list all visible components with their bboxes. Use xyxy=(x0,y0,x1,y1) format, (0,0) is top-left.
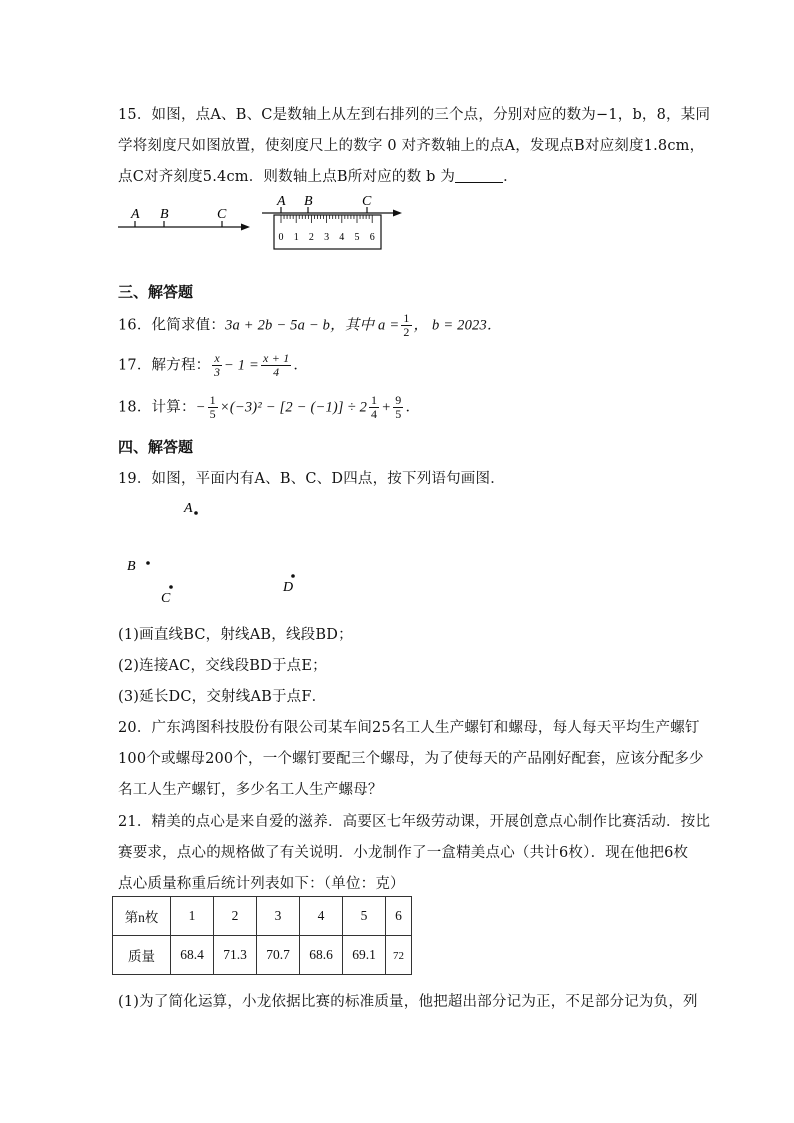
points-figure xyxy=(118,490,318,610)
q17-f2-num: x + 1 xyxy=(262,351,290,365)
row-label-cell: 质量 xyxy=(113,936,171,975)
q16-mid: ，其中 a = xyxy=(330,317,400,334)
q21-line1: 21．精美的点心是来自爱的滋养．高要区七年级劳动课，开展创意点心制作比赛活动．按比 xyxy=(118,814,711,830)
q19-sub2: (2)连接AC，交线段BD于点E； xyxy=(118,658,327,674)
mass-cell: 68.4 xyxy=(171,936,214,975)
q18-p1: − xyxy=(195,399,206,416)
mass-cell: 72 xyxy=(386,936,412,975)
ruler-tick-5: 5 xyxy=(354,232,360,243)
point-d xyxy=(291,574,295,578)
index-cell: 6 xyxy=(386,897,412,936)
q17-fraction-2 xyxy=(261,352,291,379)
q17-mid: − 1 = xyxy=(223,357,259,374)
q16-frac-num: 1 xyxy=(403,311,410,325)
q20-line2: 100个或螺母200个，一个螺钉要配三个螺母，为了使每天的产品刚好配套，应该分配多少 xyxy=(118,751,704,767)
q15-line3 xyxy=(118,165,518,186)
q19-sub1: (1)画直线BC，射线AB，线段BD； xyxy=(118,627,353,643)
left-label-a: A xyxy=(131,207,140,222)
q17-f1-den: 3 xyxy=(214,365,221,379)
q20-line3: 名工人生产螺钉，多少名工人生产螺母？ xyxy=(118,782,383,798)
mass-cell: 69.1 xyxy=(343,936,386,975)
mass-table xyxy=(112,896,412,975)
point-c xyxy=(169,585,173,589)
point-b xyxy=(146,561,150,565)
ruler-tick-1: 1 xyxy=(293,232,299,243)
q15-line1: 15．如图，点A、B、C是数轴上从左到右排列的三个点，分别对应的数为−1，b，8，某同 xyxy=(118,107,711,123)
mass-cell: 71.3 xyxy=(214,936,257,975)
q18-f1-num: 1 xyxy=(209,393,216,407)
q17-prefix: 17．解方程： xyxy=(118,357,211,374)
q18-fraction-1 xyxy=(208,394,218,421)
q21-sub1: (1)为了简化运算，小龙依据比赛的标准质量，他把超出部分记为正，不足部分记为负，列 xyxy=(118,994,698,1010)
q21-line2: 赛要求，点心的规格做了有关说明．小龙制作了一盒精美点心（共计6枚）．现在他把6枚 xyxy=(118,845,689,861)
left-label-c: C xyxy=(217,207,227,222)
q18-f3-num: 9 xyxy=(395,393,402,407)
table-row xyxy=(113,936,412,975)
index-cell: 2 xyxy=(214,897,257,936)
q21-line3: 点心质量称重后统计列表如下：（单位：克） xyxy=(118,876,405,892)
ruler-tick-2: 2 xyxy=(308,232,314,243)
point-label-b: B xyxy=(127,559,136,574)
q16-fraction xyxy=(401,312,411,339)
q16 xyxy=(118,312,502,339)
q16-frac-den: 2 xyxy=(403,325,410,339)
header-label-cell: 第n枚 xyxy=(113,897,171,936)
ruler-tick-6: 6 xyxy=(369,232,375,243)
q19-sub3: (3)延长DC，交射线AB于点F． xyxy=(118,689,327,705)
right-label-a: A xyxy=(277,194,286,209)
index-cell: 1 xyxy=(171,897,214,936)
q18-prefix: 18．计算： xyxy=(118,399,196,416)
q15-line2: 学将刻度尺如图放置，使刻度尺上的数字 0 对齐数轴上的点A，发现点B对应刻度1.8cm， xyxy=(118,138,705,154)
q18-p3: + xyxy=(381,399,392,416)
q17 xyxy=(118,352,308,379)
q16-prefix: 16．化简求值： xyxy=(118,317,226,334)
answer-blank[interactable] xyxy=(455,168,503,183)
index-cell: 4 xyxy=(300,897,343,936)
right-label-c: C xyxy=(362,194,372,209)
ruler-ticks xyxy=(281,215,372,223)
q18 xyxy=(118,394,420,421)
section-4-title: 四、解答题 xyxy=(118,438,194,456)
ruler-tick-4: 4 xyxy=(339,232,345,243)
q18-p2: ×(−3)² − [2 − (−1)] ÷ 2 xyxy=(219,399,368,416)
mass-cell: 68.6 xyxy=(300,936,343,975)
q18-f2-den: 4 xyxy=(371,407,378,421)
index-cell: 3 xyxy=(257,897,300,936)
left-label-b: B xyxy=(160,207,169,222)
q15-line3-end: ． xyxy=(503,169,518,185)
ruler-tick-3: 3 xyxy=(324,232,330,243)
q16-expr: 3a + 2b − 5a − b xyxy=(225,317,331,334)
number-line-figure xyxy=(110,190,410,252)
q17-f2-den: 4 xyxy=(273,365,280,379)
point-label-c: C xyxy=(161,591,171,606)
q17-f1-num: x xyxy=(214,351,220,365)
index-cell: 5 xyxy=(343,897,386,936)
mass-cell: 70.7 xyxy=(257,936,300,975)
q19-text: 19．如图，平面内有A、B、C、D四点，按下列语句画图． xyxy=(118,471,505,487)
q20-line1: 20．广东鸿图科技股份有限公司某车间25名工人生产螺钉和螺母，每人每天平均生产螺钉 xyxy=(118,720,700,736)
table-row xyxy=(113,897,412,936)
q18-fraction-3 xyxy=(393,394,403,421)
q18-f3-den: 5 xyxy=(395,407,402,421)
q18-f2-num: 1 xyxy=(371,393,378,407)
q18-fraction-2 xyxy=(369,394,379,421)
right-label-b: B xyxy=(304,194,313,209)
q17-fraction-1 xyxy=(212,352,222,379)
point-a xyxy=(194,511,198,515)
point-label-a: A xyxy=(184,501,193,516)
section-3-title: 三、解答题 xyxy=(118,283,194,301)
point-label-d: D xyxy=(283,580,294,595)
q16-rest: ， b = 2023． xyxy=(413,317,502,334)
q18-end: ． xyxy=(405,399,421,416)
q17-end: ． xyxy=(293,357,309,374)
q18-f1-den: 5 xyxy=(209,407,216,421)
q15-line3-text: 点C对齐刻度5.4cm．则数轴上点B所对应的数 b 为 xyxy=(118,169,456,185)
ruler-tick-0: 0 xyxy=(278,232,284,243)
